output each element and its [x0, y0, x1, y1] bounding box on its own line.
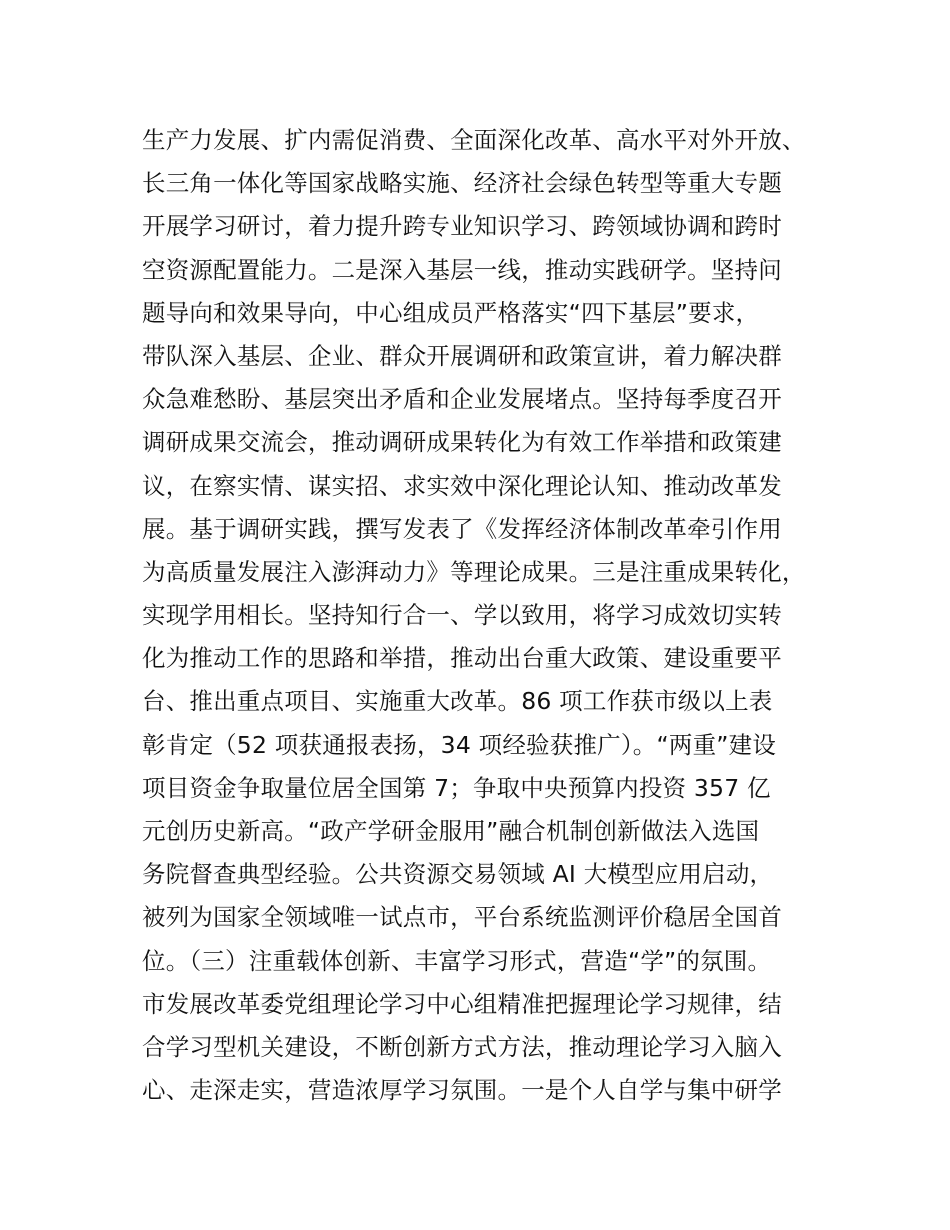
text-line: 务院督查典型经验。公共资源交易领域 AI 大模型应用启动，: [142, 860, 774, 889]
body-paragraph: [142, 119, 842, 1112]
text-line: 带队深入基层、企业、群众开展调研和政策宣讲，着力解决群: [142, 341, 782, 370]
text-line: 化为推动工作的思路和举措，推动出台重大政策、建设重要平: [142, 644, 782, 673]
text-line: 为高质量发展注入澎湃动力》等理论成果。三是注重成果转化，: [142, 557, 806, 586]
text-line: 元创历史新高。“政产学研金服用”融合机制创新做法入选国: [142, 817, 760, 845]
text-line: 题导向和效果导向，中心组成员严格落实“四下基层”要求，: [142, 298, 760, 327]
text-line: 项目资金争取量位居全国第 7；争取中央预算内投资 357 亿: [142, 773, 771, 802]
text-line: 空资源配置能力。二是深入基层一线，推动实践研学。坚持问: [142, 255, 782, 284]
text-line: 市发展改革委党组理论学习中心组精准把握理论学习规律，结: [142, 989, 782, 1018]
text-line: 位。（三）注重载体创新、丰富学习形式，营造“学”的氛围。: [142, 946, 772, 975]
text-line: 生产力发展、扩内需促消费、全面深化改革、高水平对外开放、: [142, 126, 806, 154]
text-line: 被列为国家全领域唯一试点市，平台系统监测评价稳居全国首: [142, 903, 782, 932]
text-line: 心、走深走实，营造浓厚学习氛围。一是个人自学与集中研学: [142, 1076, 782, 1105]
text-line: 合学习型机关建设，不断创新方式方法，推动理论学习入脑入: [142, 1032, 782, 1061]
text-line: 彰肯定（52 项获通报表扬，34 项经验获推广）。“两重”建设: [142, 730, 777, 759]
text-line: 实现学用相长。坚持知行合一、学以致用，将学习成效切实转: [142, 601, 782, 630]
text-line: 调研成果交流会，推动调研成果转化为有效工作举措和政策建: [142, 428, 782, 457]
text-line: 台、推出重点项目、实施重大改革。86 项工作获市级以上表: [142, 687, 773, 716]
text-line: 长三角一体化等国家战略实施、经济社会绿色转型等重大专题: [142, 169, 782, 198]
text-line: 开展学习研讨，着力提升跨专业知识学习、跨领域协调和跨时: [142, 212, 782, 241]
text-line: 议，在察实情、谋实招、求实效中深化理论认知、推动改革发: [142, 471, 782, 500]
text-line: 众急难愁盼、基层突出矛盾和企业发展堵点。坚持每季度召开: [142, 385, 782, 414]
text-line: 展。基于调研实践，撰写发表了《发挥经济体制改革牵引作用: [142, 514, 782, 543]
